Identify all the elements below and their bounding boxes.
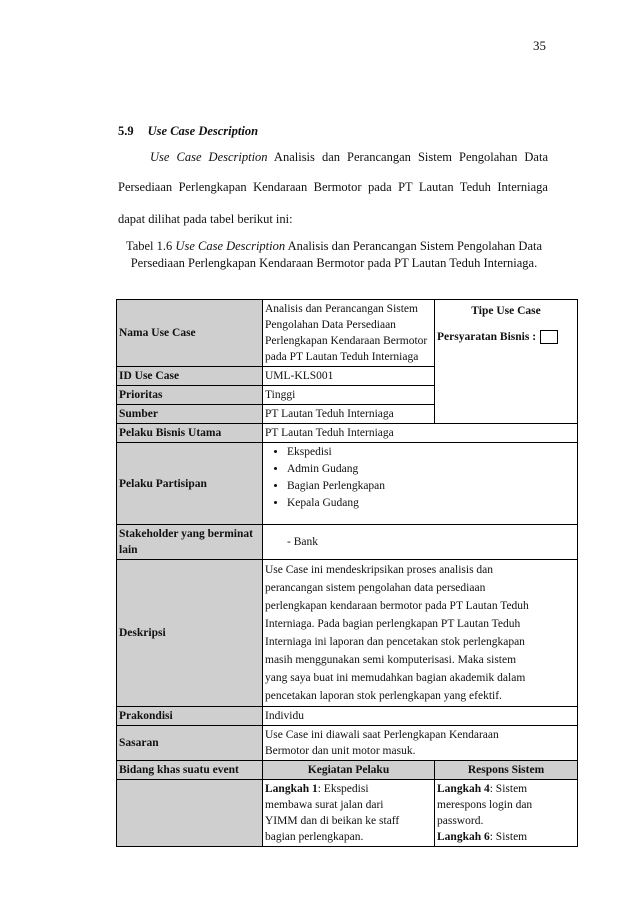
paragraph-italic-term: Use Case Description <box>150 150 268 164</box>
deskripsi-label: Deskripsi <box>117 560 263 707</box>
sumber-label: Sumber <box>117 405 263 424</box>
section-number: 5.9 <box>118 124 134 138</box>
pelaku-partisipan-value <box>263 443 578 525</box>
paragraph-line-3: dapat dilihat pada tabel berikut ini: <box>118 212 293 226</box>
langkah-6-text: : Sistem <box>489 831 528 843</box>
caption-prefix: Tabel 1.6 <box>125 239 176 253</box>
table-row <box>117 525 578 560</box>
stakeholder-item: - Bank <box>287 536 318 548</box>
table-row <box>117 443 578 525</box>
sasaran-label: Sasaran <box>117 726 263 761</box>
langkah-6 <box>437 829 575 845</box>
sumber-value: PT Lautan Teduh Interniaga <box>263 405 435 424</box>
pelaku-partisipan-label: Pelaku Partisipan <box>117 443 263 525</box>
caption-rest: Analisis dan Perancangan Sistem Pengolahan Data Persediaan Perlengkapan Kendaraan Bermotor pada PT Lautan Teduh Interniaga. <box>130 239 543 270</box>
list-item: • Bagian Perlengkapan <box>287 478 575 495</box>
section-heading <box>118 124 258 139</box>
id-use-case-value: UML-KLS001 <box>263 367 435 386</box>
table-row <box>117 780 578 847</box>
caption-italic: Use Case Description <box>175 239 286 253</box>
list-item: • Kepala Gudang <box>287 495 575 512</box>
nama-use-case-label: Nama Use Case <box>117 300 263 367</box>
pelaku-bisnis-utama-value: PT Lautan Teduh Interniaga <box>263 424 578 443</box>
paragraph-line-1 <box>118 150 548 165</box>
langkah-1-label: Langkah 1 <box>265 783 318 795</box>
table-row <box>117 560 578 707</box>
persyaratan-checkbox <box>540 330 558 344</box>
stakeholder-label: Stakeholder yang berminat lain <box>117 525 263 560</box>
section-title: Use Case Description <box>147 124 259 138</box>
paragraph-line-2: Persediaan Perlengkapan Kendaraan Bermotor pada PT Lautan Teduh Interniaga <box>118 180 548 194</box>
table-row <box>117 424 578 443</box>
langkah-1-text: : Ekspedisi membawa surat jalan dari YIMM dan di beikan ke staff bagian perlengkapan. <box>265 783 400 843</box>
nama-use-case-value: Analisis dan Perancangan Sistem Pengolahan Data Persediaan Perlengkapan Kendaraan Bermotor pada PT Lautan Teduh Interniaga <box>263 300 435 367</box>
page-number: 35 <box>533 38 546 53</box>
partisipan-list <box>265 444 575 512</box>
respons-sistem-header: Respons Sistem <box>435 761 578 780</box>
prakondisi-value: Individu <box>263 707 578 726</box>
bidang-khas-label: Bidang khas suatu event <box>117 761 263 780</box>
persyaratan-bisnis <box>437 329 575 345</box>
langkah-4 <box>437 781 575 829</box>
table-row <box>117 707 578 726</box>
tipe-use-case-cell <box>435 300 578 424</box>
id-use-case-label: ID Use Case <box>117 367 263 386</box>
stakeholder-value <box>263 525 578 560</box>
deskripsi-value: Use Case ini mendeskripsikan proses analisis dan perancangan sistem pengolahan data persediaan perlengkapan kendaraan bermotor pada PT Lautan Teduh Interniaga. Pada bagian perlengkapan PT Lautan Teduh Interniaga ini laporan dan pencetakan stok perlengkapan masih menggunakan semi komputerisasi. Maka sistem yang saya buat ini memudahkan bagian akademik dalam pencetakan laporan stok perlengkapan yang efektif. <box>263 560 578 707</box>
pelaku-bisnis-utama-label: Pelaku Bisnis Utama <box>117 424 263 443</box>
list-item: • Ekspedisi <box>287 444 575 461</box>
table-row <box>117 761 578 780</box>
langkah-4-label: Langkah 4 <box>437 783 490 795</box>
langkah-4-text: : Sistem merespons login dan password. <box>437 783 533 827</box>
sasaran-value: Use Case ini diawali saat Perlengkapan Kendaraan Bermotor dan unit motor masuk. <box>263 726 578 761</box>
kegiatan-pelaku-header: Kegiatan Pelaku <box>263 761 435 780</box>
persyaratan-bisnis-label: Persyaratan Bisnis : <box>437 331 537 343</box>
prakondisi-label: Prakondisi <box>117 707 263 726</box>
paragraph-line-1-rest: Analisis dan Perancangan Sistem Pengolahan Data <box>267 150 548 164</box>
use-case-table <box>116 299 578 847</box>
table-caption <box>118 238 550 272</box>
langkah-6-label: Langkah 6 <box>437 831 490 843</box>
empty-label-cell <box>117 780 263 847</box>
prioritas-label: Prioritas <box>117 386 263 405</box>
list-item: • Admin Gudang <box>287 461 575 478</box>
respons-cell <box>435 780 578 847</box>
table-row <box>117 300 578 367</box>
prioritas-value: Tinggi <box>263 386 435 405</box>
table-row <box>117 726 578 761</box>
tipe-use-case-title: Tipe Use Case <box>471 305 541 317</box>
langkah-1-cell <box>263 780 435 847</box>
